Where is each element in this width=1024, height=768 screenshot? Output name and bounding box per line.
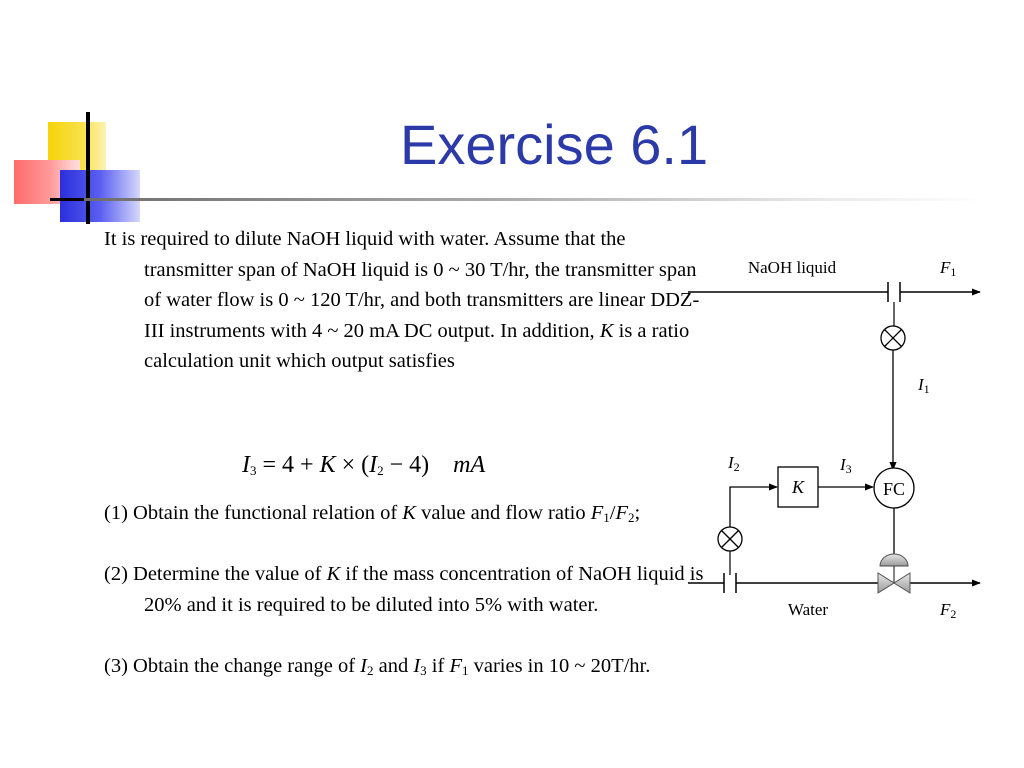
formula-mid: = 4 +	[256, 452, 320, 478]
naoh-label: NaOH liquid	[747, 258, 837, 277]
intro-paragraph	[104, 224, 706, 377]
question-1	[104, 498, 706, 529]
intro-k: K	[599, 319, 614, 342]
q1-text-b: value and flow ratio	[415, 502, 591, 524]
q1-end: ;	[634, 502, 641, 524]
water-flow-transmitter	[718, 527, 742, 551]
q1-f2: F	[615, 502, 629, 524]
naoh-flow-transmitter	[881, 326, 905, 350]
q3-i3: I	[413, 655, 421, 677]
f1-label: F1	[940, 258, 957, 279]
page-title: Exercise 6.1	[400, 113, 709, 176]
q1-slash: /	[609, 502, 616, 524]
logo-blue-square	[60, 170, 140, 222]
q1-f1: F	[590, 502, 604, 524]
formula-unit: mA	[453, 452, 486, 478]
question-2	[104, 559, 706, 620]
i2-label: I2	[728, 453, 740, 474]
q3-if: if	[426, 655, 450, 677]
water-label: Water	[787, 600, 829, 619]
q3-text-a: (3) Obtain the change range of	[104, 655, 361, 677]
ratio-formula	[242, 452, 485, 479]
q1-text-a: (1) Obtain the functional relation of	[104, 502, 403, 524]
f2-label: F2	[940, 600, 957, 621]
i2-signal-line	[730, 487, 777, 527]
q3-i2: I	[360, 655, 367, 677]
naoh-orifice-plate	[888, 282, 900, 302]
q3-and: and	[373, 655, 414, 677]
logo-vertical-line	[86, 112, 90, 224]
title-underline	[84, 198, 984, 201]
q1-f2-sub: 2	[628, 510, 635, 525]
k-box-label: K	[791, 477, 805, 497]
control-valve-icon	[878, 554, 910, 593]
water-orifice-plate	[724, 573, 736, 593]
ratio-control-diagram	[680, 240, 1000, 640]
formula-i3-sub: 3	[250, 463, 257, 478]
q3-text-b: varies in 10 ~ 20T/hr.	[468, 655, 651, 677]
q2-text-b: if the mass concentration of NaOH liquid is 20% and it is required to be diluted into 5% with water.	[144, 563, 704, 616]
i3-label: I3	[840, 455, 852, 476]
i1-label: I1	[918, 375, 930, 396]
intro-text-1: It is required to dilute NaOH liquid with water. Assume that the transmitter span of NaOH liquid is 0 ~ 30 T/hr, the transmitter span of water flow is 0 ~ 120 T/hr, and both transmitters are linear DDZ-III instruments with 4 ~ 20 mA DC output. In addition,	[104, 228, 700, 342]
intro-text-2: is a ratio calculation unit which output satisfies	[144, 319, 690, 372]
q3-f1-sub: 1	[461, 663, 469, 678]
formula-i2: I	[369, 452, 378, 478]
q1-k: K	[402, 502, 416, 524]
formula-times: × (	[335, 452, 370, 478]
q1-f1-sub: 1	[603, 510, 610, 525]
fc-label: FC	[882, 479, 906, 499]
formula-i3: I	[242, 452, 250, 478]
formula-tail: − 4)	[383, 452, 430, 478]
q3-i2-sub: 2	[366, 663, 374, 678]
q2-k: K	[326, 563, 341, 585]
question-3	[104, 651, 706, 682]
formula-i2-sub: 2	[377, 463, 384, 478]
q3-i3-sub: 3	[420, 663, 427, 678]
q2-text-a: (2) Determine the value of	[104, 563, 327, 585]
q3-f1: F	[449, 655, 462, 677]
formula-k: K	[319, 452, 336, 478]
